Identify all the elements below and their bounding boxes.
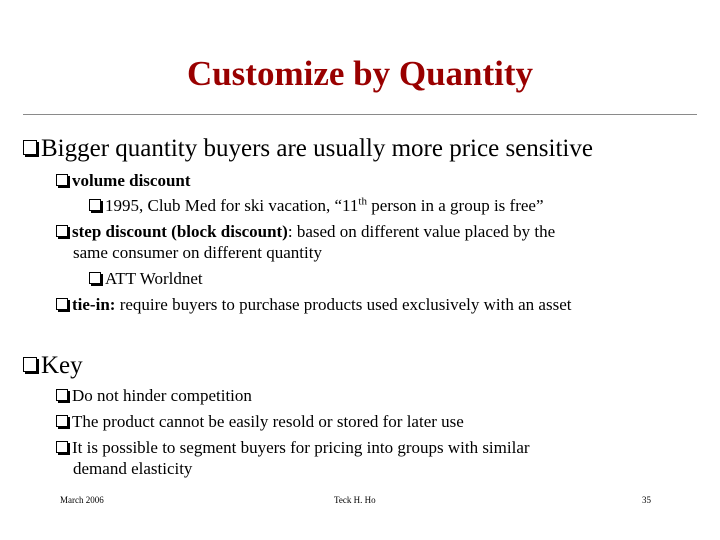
- superscript-th: th: [358, 195, 367, 208]
- square-bullet-icon: [23, 357, 37, 372]
- step-discount-label: step discount (block discount): [72, 222, 288, 241]
- footer-page-number: 35: [642, 495, 651, 505]
- footer-author: Teck H. Ho: [334, 495, 376, 505]
- key-item-1-text: Do not hinder competition: [72, 386, 252, 405]
- key-item-2: [56, 411, 464, 433]
- bullet-point-1: [23, 134, 593, 164]
- tie-in-text: require buyers to purchase products used exclusively with an asset: [115, 295, 572, 314]
- sub-sub-bullet-club-med: [89, 195, 544, 217]
- footer-date: March 2006: [60, 495, 104, 505]
- bullet-point-2: [23, 351, 83, 381]
- club-med-text-end: person in a group is free”: [366, 196, 544, 215]
- slide-title: Customize by Quantity: [186, 54, 534, 93]
- sub-bullet-tie-in: [56, 294, 571, 316]
- square-bullet-icon: [56, 298, 68, 310]
- sub-bullet-volume-discount: [56, 170, 191, 192]
- club-med-text: 1995, Club Med for ski vacation, “11: [105, 196, 359, 215]
- key-item-3-continuation: demand elasticity: [73, 459, 193, 478]
- step-discount-continuation: same consumer on different quantity: [73, 243, 322, 262]
- square-bullet-icon: [89, 272, 101, 284]
- key-item-3-text: It is possible to segment buyers for pricing into groups with similar: [72, 438, 530, 457]
- volume-discount-label: volume discount: [72, 171, 191, 190]
- square-bullet-icon: [23, 140, 37, 155]
- square-bullet-icon: [89, 199, 101, 211]
- tie-in-label: tie-in:: [72, 295, 116, 314]
- square-bullet-icon: [56, 415, 68, 427]
- title-divider: [23, 114, 697, 115]
- att-text: ATT Worldnet: [105, 269, 203, 288]
- step-discount-text: : based on different value placed by the: [287, 222, 556, 241]
- key-item-3: [56, 437, 530, 459]
- bullet-point-2-text: Key: [41, 352, 83, 379]
- square-bullet-icon: [56, 389, 68, 401]
- square-bullet-icon: [56, 225, 68, 237]
- bullet-point-1-text: Bigger quantity buyers are usually more price sensitive: [41, 135, 593, 162]
- sub-bullet-step-discount: [56, 221, 555, 243]
- key-item-1: [56, 385, 252, 407]
- sub-sub-bullet-att: [89, 268, 203, 290]
- square-bullet-icon: [56, 174, 68, 186]
- key-item-2-text: The product cannot be easily resold or stored for later use: [72, 412, 464, 431]
- square-bullet-icon: [56, 441, 68, 453]
